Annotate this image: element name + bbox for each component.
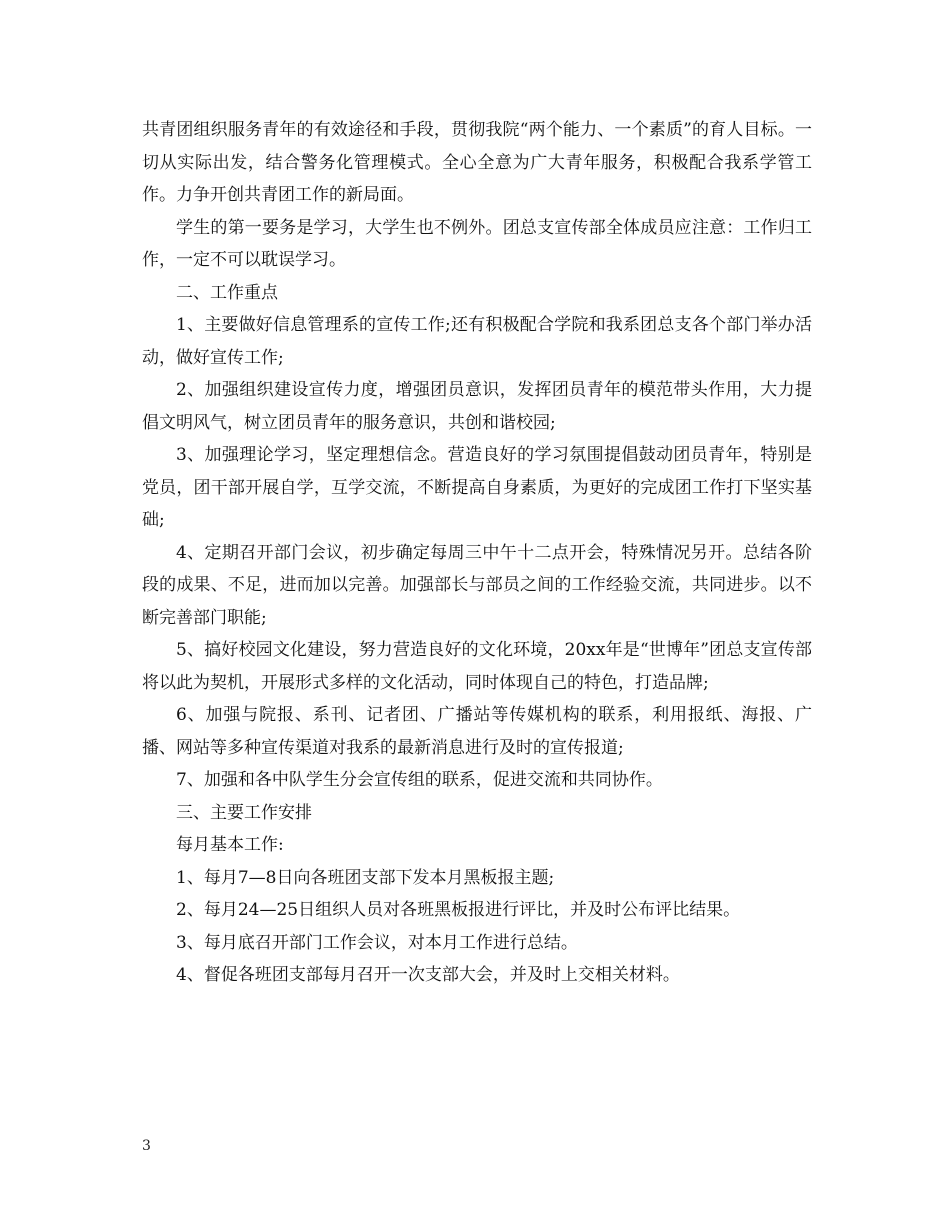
subheading: 每月基本工作: [176,835,284,855]
paragraph: 学生的第一要务是学习，大学生也不例外。团总支宣传部全体成员应注意：工作归工作，一定不可以耽误学习。 [142,217,812,270]
list-item: 7、加强和各中队学生分会宣传组的联系，促进交流和共同协作。 [176,770,663,790]
paragraph: 共青团组织服务青年的有效途径和手段，贯彻我院“两个能力、一个素质”的育人目标。一切从实际出发，结合警务化管理模式。全心全意为广大青年服务，积极配合我系学管工作。力争开创共青团工作的新局面。 [142,120,812,205]
list-item: 1、主要做好信息管理系的宣传工作;还有积极配合学院和我系团总支各个部门举办活动，做好宣传工作; [142,315,812,368]
section-heading: 三、主要工作安排 [176,802,312,823]
list-item: 2、每月24—25日组织人员对各班黑板报进行评比，并及时公布评比结果。 [176,900,741,920]
list-item: 6、加强与院报、系刊、记者团、广播站等传媒机构的联系，利用报纸、海报、广播、网站等多种宣传渠道对我系的最新消息进行及时的宣传报道; [142,705,812,758]
list-item: 4、督促各班团支部每月召开一次支部大会，并及时上交相关材料。 [176,965,680,985]
list-item: 4、定期召开部门会议，初步确定每周三中午十二点开会，特殊情况另开。总结各阶段的成果、不足，进而加以完善。加强部长与部员之间的工作经验交流，共同进步。以不断完善部门职能; [142,542,812,628]
document-body [142,114,812,992]
list-item: 1、每月7—8日向各班团支部下发本月黑板报主题; [176,867,555,888]
page-number: 3 [142,1138,151,1154]
list-item: 3、加强理论学习，坚定理想信念。营造良好的学习氛围提倡鼓动团员青年，特别是党员，团干部开展自学，互学交流，不断提高自身素质，为更好的完成团工作打下坚实基础; [142,445,812,530]
list-item: 5、搞好校园文化建设，努力营造良好的文化环境，20xx年是“世博年”团总支宣传部将以此为契机，开展形式多样的文化活动，同时体现自己的特色，打造品牌; [142,640,812,693]
list-item: 2、加强组织建设宣传力度，增强团员意识，发挥团员青年的模范带头作用，大力提倡文明风气，树立团员青年的服务意识，共创和谐校园; [142,380,812,433]
section-heading: 二、工作重点 [176,282,278,303]
list-item: 3、每月底召开部门工作会议，对本月工作进行总结。 [176,932,578,953]
